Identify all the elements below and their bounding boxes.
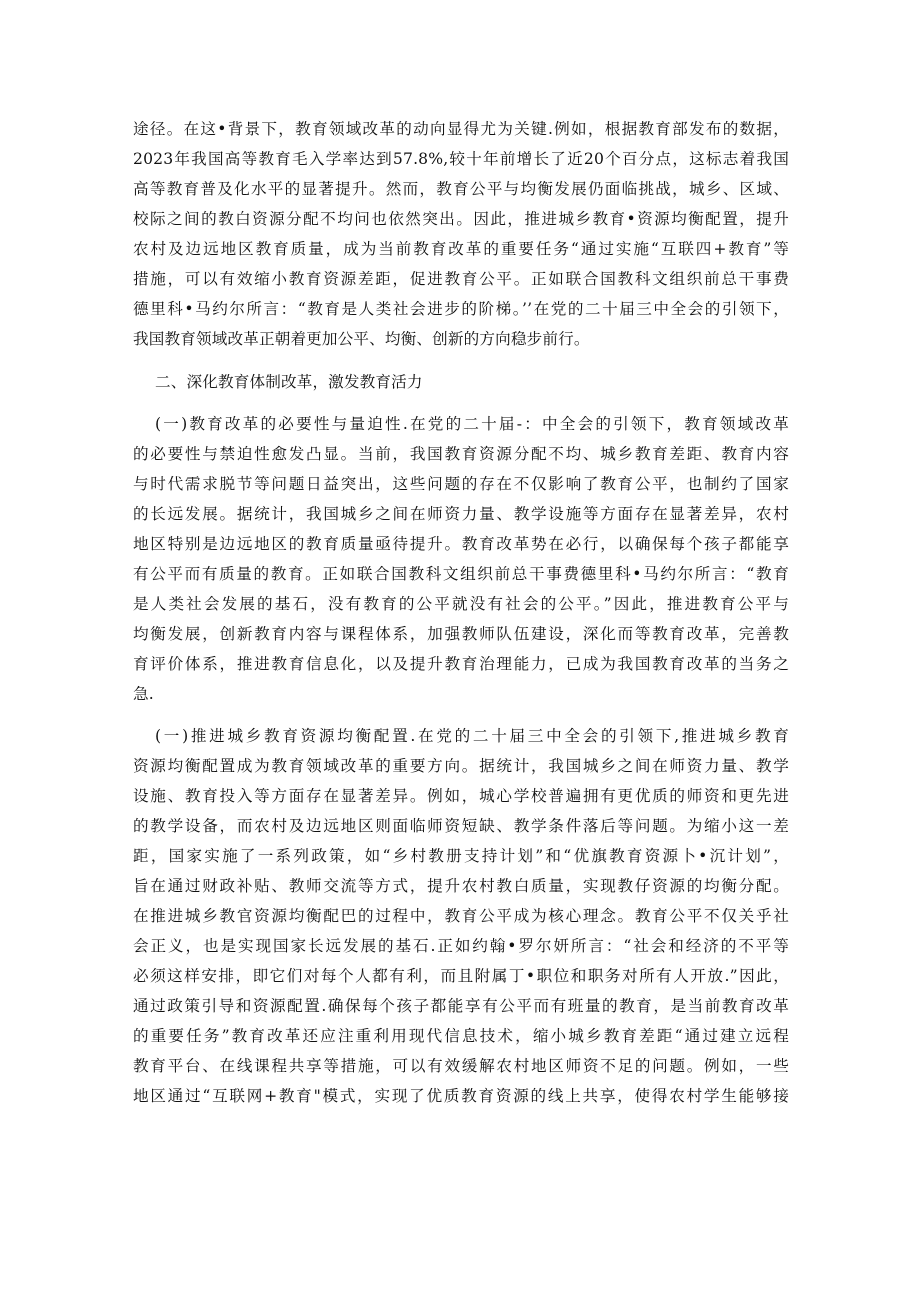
text-line: 地区特别是边远地区的教育质量亟待提升。教育改革势在必行，以确保每个孩子都能享 <box>133 535 789 553</box>
text-line: 与时代需求脱节等问题日益突出，这些问题的存在不仅影响了教育公平，也制约了国家 <box>133 475 789 493</box>
paragraph-resource-balance <box>133 721 789 1111</box>
section-heading-wrapper <box>133 367 789 397</box>
text-line: (一)教育改革的必要性与量迫性.在党的二十届-：中全会的引领下，教育领域改革 <box>155 415 789 433</box>
paragraph-reform-necessity <box>133 409 789 709</box>
text-line: 资源均衡配置成为教育领域改革的重要方向。据统计，我国城乡之间在师资力量、教学 <box>133 757 789 775</box>
text-line: 在推进城乡教官资源均衡配巴的过程中，教育公平成为核心理念。教育公平不仅关乎社 <box>133 907 789 925</box>
text-line: 德里科•马约尔所言：“教育是人类社会进步的阶梯。’’在党的二十届三中全会的引领下， <box>133 300 789 318</box>
text-line: 措施，可以有效缩小教育资源差距，促进教育公平。正如联合国教科文组织前总干事费 <box>133 270 789 288</box>
text-line: 距，国家实施了一系列政策，如“乡村教册支持计划”和“优旗教育资源卜•沉计划”， <box>133 847 789 865</box>
text-line: 急. <box>133 685 154 703</box>
text-line: 设施、教育投入等方面存在显著差异。例如，城心学校普遍拥有更优质的师资和更先进 <box>133 787 789 805</box>
text-line: 农村及边远地区教育质量，成为当前教育改革的重要任务“通过实施“互联四+教育”等 <box>133 240 789 258</box>
text-line: 的必要性与禁迫性愈发凸显。当前，我国教育资源分配不均、城乡教育差距、教育内容 <box>133 445 789 463</box>
section-heading: 二、深化教育体制改革，激发教育活力 <box>155 373 423 391</box>
text-line: 是人类社会发展的基石，没有教育的公平就没有社会的公平。”因此，推进教育公平与 <box>133 595 789 613</box>
text-line: (一)推进城乡教育资源均衡配置.在党的二十届三中全会的引领下,推进城乡教育 <box>155 727 789 745</box>
text-line: 会正义，也是实现国家长远发展的基石.正如约翰•罗尔妍所言：“社会和经济的不平等 <box>133 937 789 955</box>
text-line: 有公平而有质量的教育。正如联合国教科文组织前总干事费德里科•马约尔所言：“教育 <box>133 565 789 583</box>
text-line: 的重要任务”教育改革还应注重利用现代信息技术，缩小城乡教育差距“通过建立远程 <box>133 1027 789 1045</box>
text-line: 通过政策引导和资源配置.确保每个孩子都能享有公平而有班量的教育，是当前教育改革 <box>133 997 789 1015</box>
text-line: 均衡发展，创新教育内容与课程体系，加强教师队伍建设，深化而等教育改革，完善教 <box>133 625 789 643</box>
text-line: 我国教育领域改革正朝着更加公平、均衡、创新的方向稳步前行。 <box>133 330 590 348</box>
paragraph-continuation <box>133 114 789 354</box>
text-line: 育评价体系，推进教育信息化，以及提升教育治理能力，已成为我国教育改革的当务之 <box>133 655 789 673</box>
text-line: 的长远发展。据统计，我国城乡之间在师资力量、教学设施等方面存在显著差异，农村 <box>133 505 789 523</box>
text-line: 的教学设备，而农村及边远地区则面临师资短缺、教学条件落后等问题。为缩小这一差 <box>133 817 789 835</box>
text-line: 2023年我国高等教育毛入学率达到57.8%,较十年前增长了近20个百分点，这标志着我国 <box>133 150 789 168</box>
text-line: 必须这样安排，即它们对每个人都有利，而且附属丁•职位和职务对所有人开放.”因此， <box>133 967 789 985</box>
text-line: 途径。在这•背景下，教育领域改革的动向显得尤为关键.例如，根据教育部发布的数据， <box>133 120 789 138</box>
text-line: 地区通过“互联网+教育"模式，实现了优质教育资源的线上共享，使得农村学生能够接 <box>133 1087 789 1105</box>
text-line: 校际之间的教白资源分配不均问也依然突出。因此，推进城乡教育•资源均衡配置，提升 <box>133 210 789 228</box>
text-line: 高等教育普及化水平的显著提升。然而，教育公平与均衡发展仍面临挑战，城乡、区域、 <box>133 180 789 198</box>
text-line: 旨在通过财政补贴、教师交流等方式，提升农村教白质量，实现教仔资源的均衡分配。 <box>133 877 789 895</box>
document-body <box>133 114 789 1111</box>
text-line: 教育平台、在线课程共享等措施，可以有效缓解农村地区师资不足的问题。例如，一些 <box>133 1057 789 1075</box>
